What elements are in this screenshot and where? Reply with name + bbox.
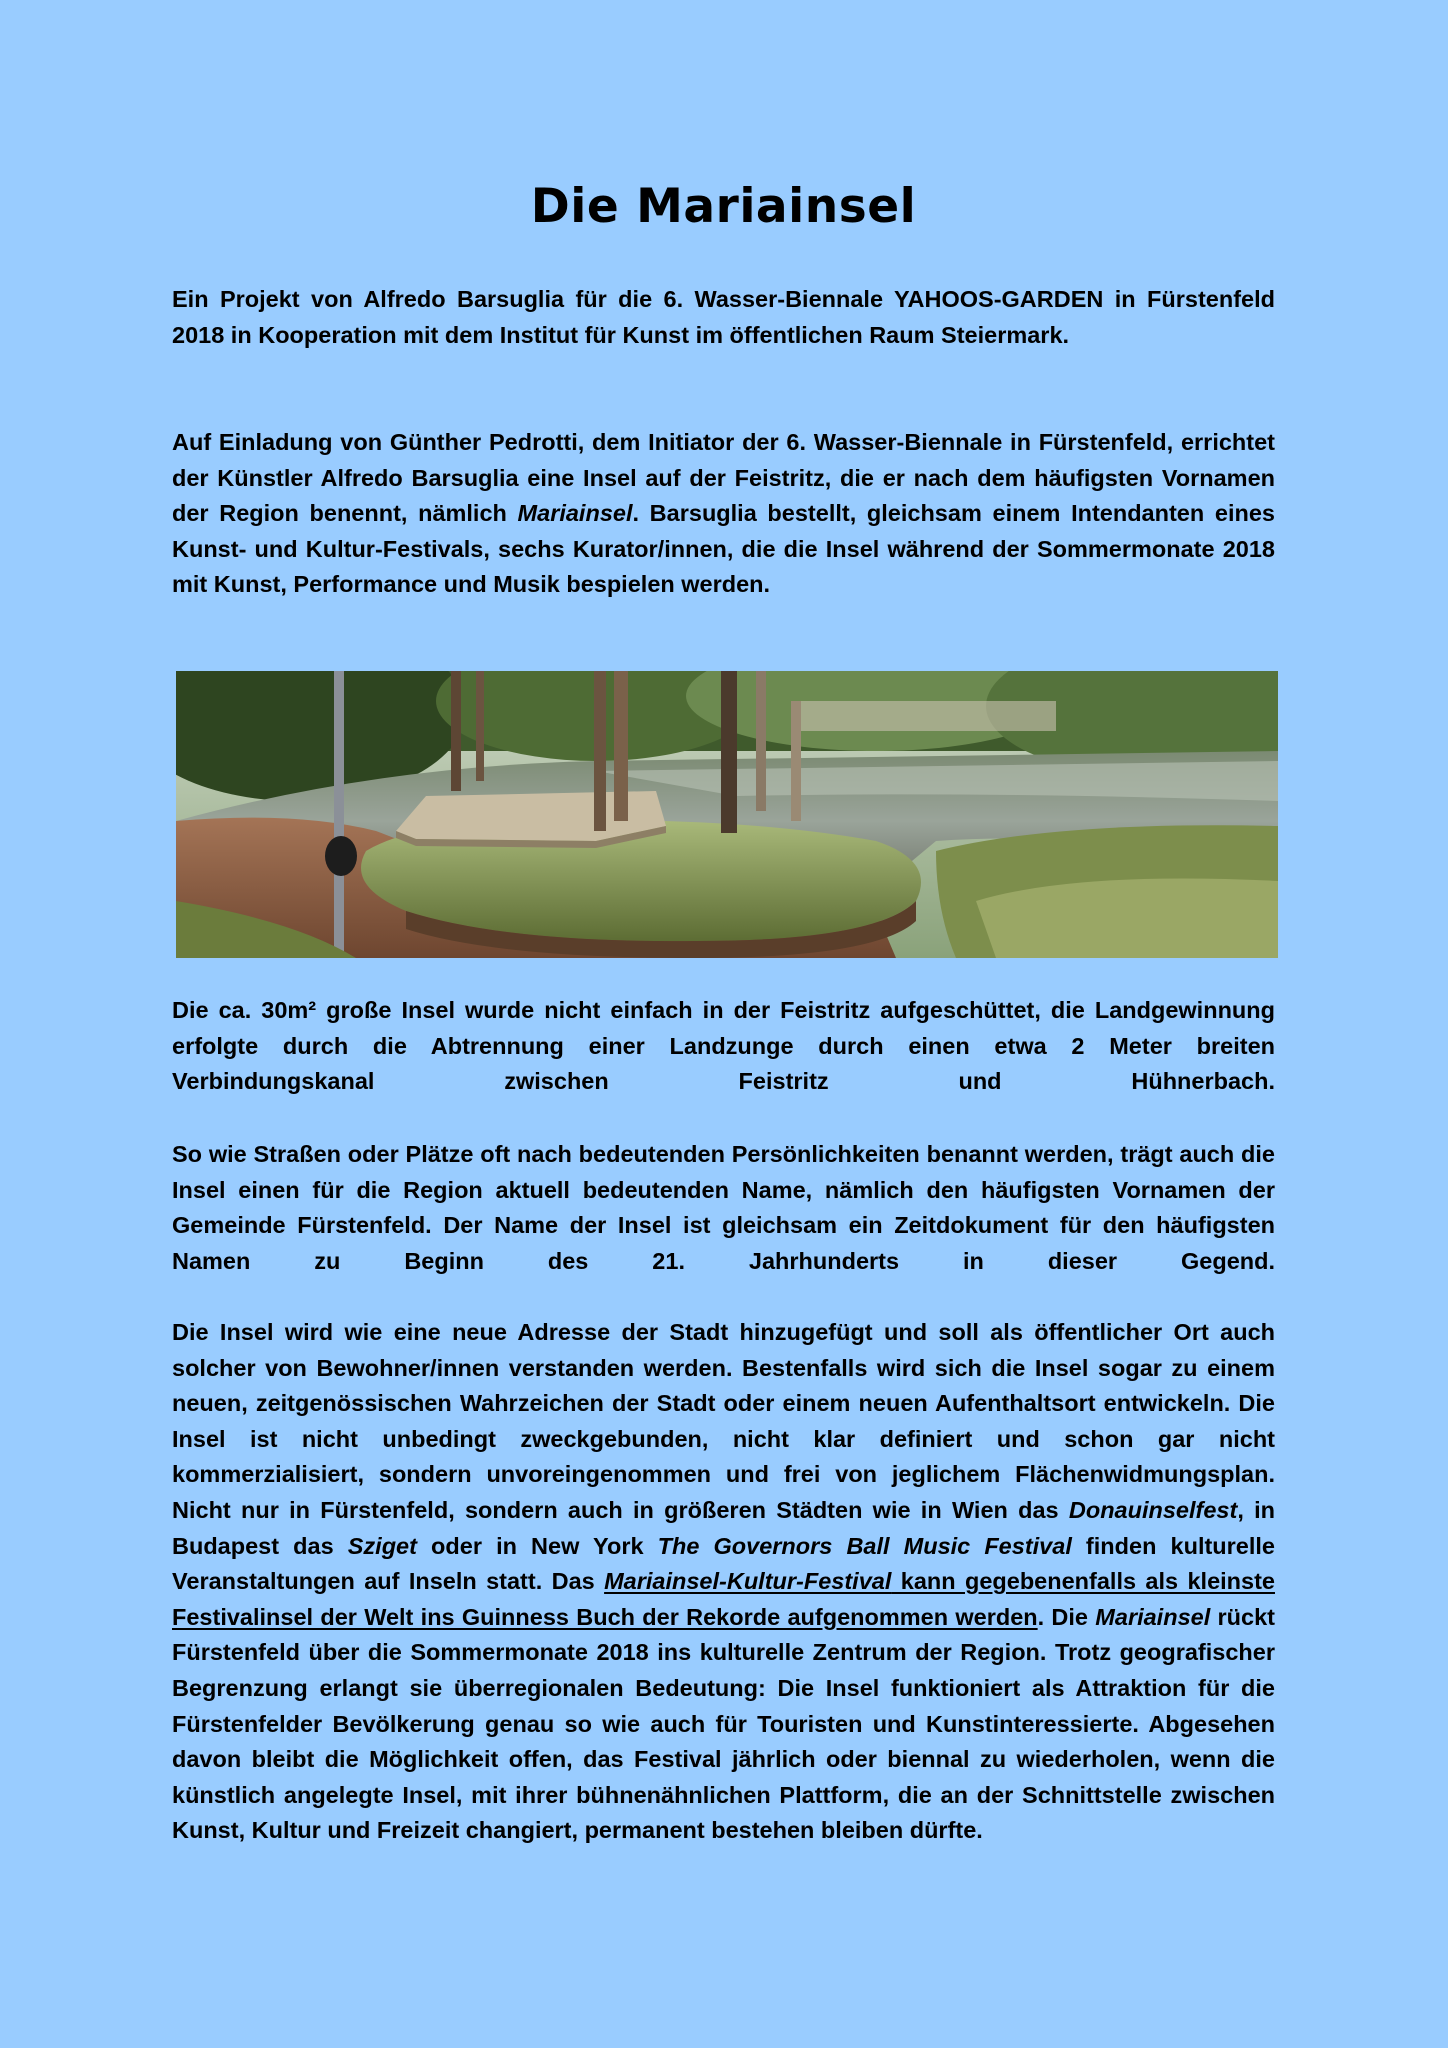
- festival-text-c: , in Budapest das: [172, 1496, 1275, 1559]
- festival-text-j: . Die: [1037, 1603, 1096, 1630]
- naming-paragraph: So wie Straßen oder Plätze oft nach bedeutenden Persönlichkeiten benannt werden, trägt auch die Insel einen für die Region aktuell bedeutenden Name, nämlich den häufigsten Vornamen der Gemeinde Fürstenfeld. Der Name der Insel ist gleichsam ein Zeitdokument für den häufigsten Namen zu Beginn des 21. Jahrhunderts in dieser Gegend.: [172, 1141, 1275, 1274]
- sziget-emphasis: Sziget: [347, 1532, 417, 1559]
- island-photo-illustration: [176, 671, 1278, 958]
- mariainsel-emphasis: Mariainsel: [517, 500, 633, 527]
- invitation-text-c: . Barsuglia bestellt, gleichsam einem Intendanten eines Kunst- und Kultur-Festivals, sechs Kurator/innen, die die Insel während der Sommermonate 2018 mit Kunst, Performance und Musik bespielen werden.: [172, 500, 1275, 598]
- donauinselfest-emphasis: Donauinselfest: [1068, 1496, 1238, 1523]
- guinness-record-text: kann gegebenenfalls als kleinste Festivalinsel der Welt ins Guinness Buch der Rekorde aufgenommen werden: [172, 1568, 1275, 1630]
- festival-paragraph: [172, 1315, 1275, 1849]
- kultur-festival-emphasis: Mariainsel-Kultur-Festival: [604, 1568, 892, 1595]
- invitation-text-a: Auf Einladung von Günther Pedrotti, dem Initiator der 6. Wasser-Biennale in Fürstenfeld, errichtet der Künstler Alfredo Barsuglia eine Insel auf der Feistritz, die er nach dem häufigsten Vornamen der Region benennt, nämlich: [172, 429, 1275, 527]
- festival-text-e: oder in New York: [416, 1532, 658, 1559]
- page-title: Die Mariainsel: [530, 179, 917, 234]
- festival-text-l: rückt Fürstenfeld über die Sommermonate 2018 ins kulturelle Zentrum der Region. Trotz geografischer Begrenzung erlangt sie überregionalen Bedeutung: Die Insel funktioniert als Attraktion für die Fürstenfelder Bevölkerung genau so wie auch für Touristen und Kunstinteressierte. Abgesehen davon bleibt die Möglichkeit offen, das Festival jährlich oder biennal zu wiederholen, wenn die künstlich angelegte Insel, mit ihrer bühnenähnlichen Plattform, die an der Schnittstelle zwischen Kunst, Kultur und Freizeit changiert, permanent bestehen bleiben dürfte.: [172, 1603, 1275, 1844]
- island-photo: [176, 671, 1278, 958]
- invitation-paragraph: [172, 425, 1275, 603]
- island-size-paragraph: Die ca. 30m² große Insel wurde nicht einfach in der Feistritz aufgeschüttet, die Landgewinnung erfolgte durch die Abtrennung einer Landzunge durch einen etwa 2 Meter breiten Verbindungskanal zwischen Feistritz und Hühnerbach.: [172, 997, 1275, 1095]
- governors-ball-emphasis: The Governors Ball Music Festival: [657, 1532, 1072, 1559]
- festival-text-g: finden kulturelle Veranstaltungen auf Inseln statt. Das: [172, 1532, 1275, 1595]
- festival-text-a: Die Insel wird wie eine neue Adresse der Stadt hinzugefügt und soll als öffentlicher Ort auch solcher von Bewohner/innen verstanden werden. Bestenfalls wird sich die Insel sogar zu einem neuen, zeitgenössischen Wahrzeichen der Stadt oder einem neuen Aufenthaltsort entwickeln. Die Insel ist nicht unbedingt zweckgebunden, nicht klar definiert und schon gar nicht kommerzialisiert, sondern unvoreingenommen und frei von jeglichem Flächenwidmungsplan. Nicht nur in Fürstenfeld, sondern auch in größeren Städten wie in Wien das: [172, 1319, 1275, 1523]
- intro-paragraph: Ein Projekt von Alfredo Barsuglia für die 6. Wasser-Biennale YAHOOS-GARDEN in Fürstenfeld 2018 in Kooperation mit dem Institut für Kunst im öffentlichen Raum Steiermark.: [172, 286, 1275, 348]
- mariainsel-emphasis-2: Mariainsel: [1095, 1603, 1211, 1630]
